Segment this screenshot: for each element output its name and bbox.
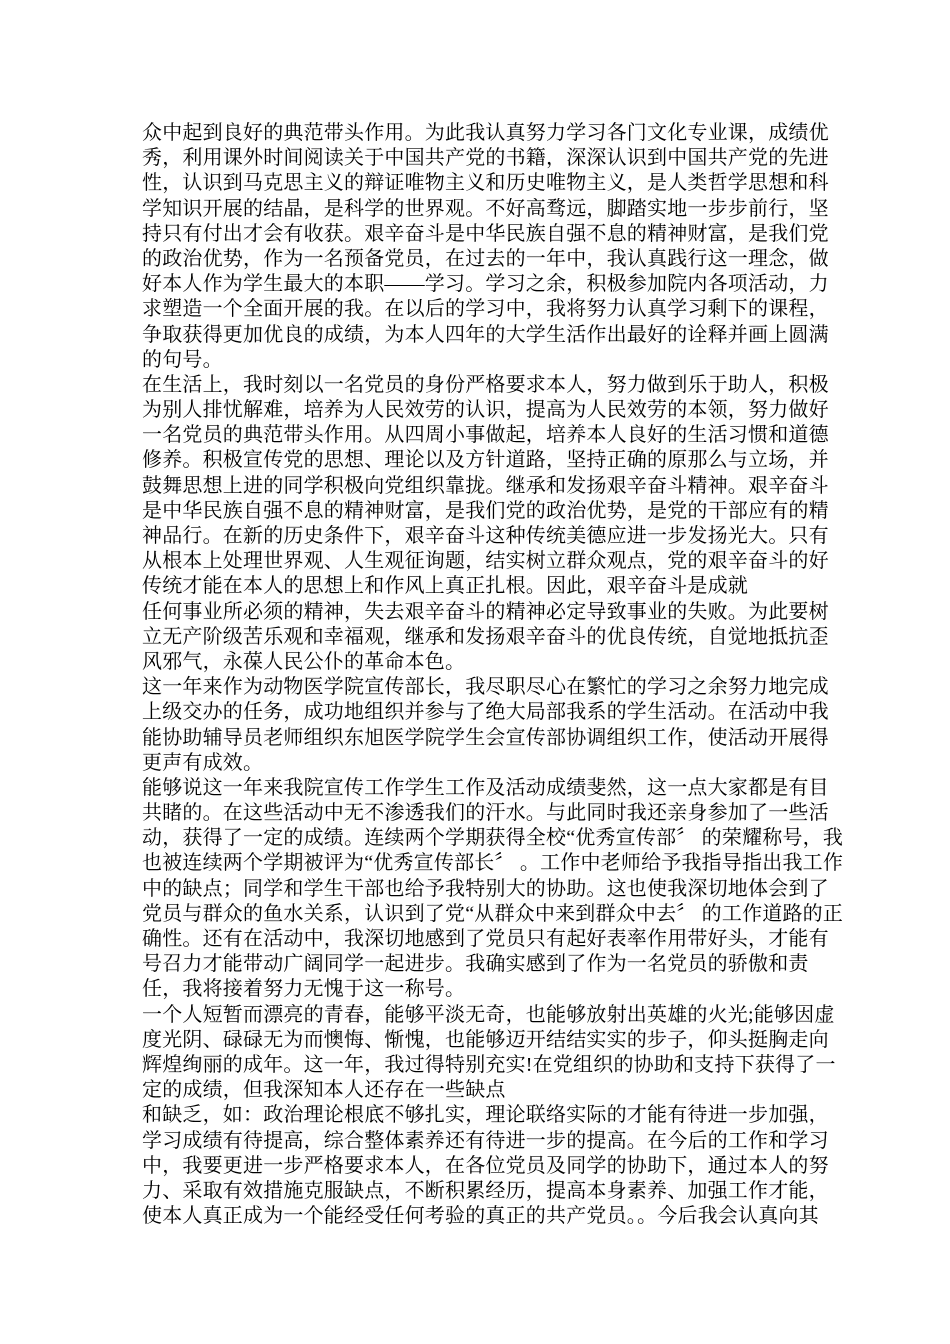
text-line: 动，获得了一定的成绩。连续两个学期获得全校“优秀宣传部〞 的荣耀称号，我 bbox=[142, 827, 844, 850]
text-line: 性，认识到马克思主义的辩证唯物主义和历史唯物主义，是人类哲学思想和科 bbox=[142, 172, 829, 195]
text-line: 修养。积极宣传党的思想、理论以及方针道路，坚持正确的原那么与立场，并 bbox=[142, 449, 829, 472]
text-line: 定的成绩，但我深知本人还存在一些缺点 bbox=[142, 1079, 506, 1102]
text-line: 学知识开展的结晶，是科学的世界观。不好高骛远，脚踏实地一步步前行，坚 bbox=[142, 197, 829, 220]
text-line: 和缺乏，如：政治理论根底不够扎实，理论联络实际的才能有待进一步加强， bbox=[142, 1104, 829, 1127]
text-line: 风邪气，永葆人民公仆的革命本色。 bbox=[142, 650, 466, 673]
text-line: 党员与群众的鱼水关系，认识到了党“从群众中来到群众中去〞 的工作道路的正 bbox=[142, 902, 844, 925]
text-line: 神品行。在新的历史条件下，艰辛奋斗这种传统美德应进一步发扬光大。只有 bbox=[142, 525, 829, 547]
text-line: 的政治优势，作为一名预备党员，在过去的一年中，我认真践行这一理念，做 bbox=[142, 247, 829, 270]
text-line: 为别人排忧解难，培养为人民效劳的认识，提高为人民效劳的本领，努力做好 bbox=[142, 399, 829, 422]
document-text-block bbox=[142, 121, 842, 1229]
text-line: 中的缺点；同学和学生干部也给予我特别大的协助。这也使我深切地体会到了 bbox=[142, 877, 829, 900]
text-line: 是中华民族自强不息的精神财富，是我们党的政治优势，是党的干部应有的精 bbox=[142, 499, 829, 522]
text-line: 的句号。 bbox=[142, 348, 223, 371]
text-line: 度光阴、碌碌无为而懊悔、惭愧，也能够迈开结结实实的步子，仰头挺胸走向 bbox=[142, 1028, 829, 1051]
text-line: 一名党员的典范带头作用。从四周小事做起，培养本人良好的生活习惯和道德 bbox=[142, 424, 829, 447]
text-line: 共睹的。在这些活动中无不渗透我们的汗水。与此同时我还亲身参加了一些活 bbox=[142, 802, 829, 825]
text-line: 好本人作为学生最大的本职——学习。学习之余，积极参加院内各项活动，力 bbox=[142, 273, 829, 296]
text-line: 这一年来作为动物医学院宣传部长，我尽职尽心在繁忙的学习之余努力地完成 bbox=[142, 676, 829, 699]
text-line: 使本人真正成为一个能经受任何考验的真正的共产党员。。今后我会认真向其 bbox=[142, 1205, 819, 1228]
text-line: 辉煌绚丽的成年。这一年，我过得特别充实!在党组织的协助和支持下获得了一 bbox=[142, 1053, 836, 1076]
text-line: 秀，利用课外时间阅读关于中国共产党的书籍，深深认识到中国共产党的先进 bbox=[142, 147, 829, 170]
text-line: 中，我要更进一步严格要求本人，在各位党员及同学的协助下，通过本人的努 bbox=[142, 1154, 829, 1177]
text-line: 任何事业所必须的精神，失去艰辛奋斗的精神必定导致事业的失败。为此要树 bbox=[142, 600, 829, 623]
text-line: 鼓舞思想上进的同学积极向党组织靠拢。继承和发扬艰辛奋斗精神。艰辛奋斗 bbox=[142, 474, 829, 497]
text-line: 也被连续两个学期被评为“优秀宣传部长〞 。工作中老师给予我指导指出我工作 bbox=[142, 852, 844, 875]
text-line: 众中起到良好的典范带头作用。为此我认真努力学习各门文化专业课，成绩优 bbox=[142, 122, 829, 144]
text-line: 能协助辅导员老师组织东旭医学院学生会宣传部协调组织工作，使活动开展得 bbox=[142, 726, 829, 749]
text-line: 确性。还有在活动中，我深切地感到了党员只有起好表率作用带好头，才能有 bbox=[142, 928, 829, 950]
text-line: 上级交办的任务，成功地组织并参与了绝大局部我系的学生活动。在活动中我 bbox=[142, 701, 829, 724]
text-line: 任，我将接着努力无愧于这一称号。 bbox=[142, 978, 466, 1001]
text-line: 学习成绩有待提高，综合整体素养还有待进一步的提高。在今后的工作和学习 bbox=[142, 1129, 829, 1152]
text-line: 能够说这一年来我院宣传工作学生工作及活动成绩斐然，这一点大家都是有目 bbox=[142, 776, 829, 799]
text-line: 持只有付出才会有收获。艰辛奋斗是中华民族自强不息的精神财富，是我们党 bbox=[142, 222, 829, 245]
text-line: 在生活上，我时刻以一名党员的身份严格要求本人，努力做到乐于助人，积极 bbox=[142, 373, 829, 396]
text-line: 传统才能在本人的思想上和作风上真正扎根。因此，艰辛奋斗是成就 bbox=[142, 575, 748, 598]
text-line: 更声有成效。 bbox=[142, 751, 264, 774]
text-line: 立无产阶级苦乐观和幸福观，继承和发扬艰辛奋斗的优良传统，自觉地抵抗歪 bbox=[142, 625, 829, 648]
text-line: 力、采取有效措施克服缺点，不断积累经历，提高本身素养、加强工作才能， bbox=[142, 1179, 829, 1202]
text-line: 一个人短暂而漂亮的青春，能够平淡无奇，也能够放射出英雄的火光;能够因虚 bbox=[142, 1003, 835, 1026]
text-line: 争取获得更加优良的成绩，为本人四年的大学生活作出最好的诠释并画上圆满 bbox=[142, 323, 829, 346]
text-line: 号召力才能带动广阔同学一起进步。我确实感到了作为一名党员的骄傲和责 bbox=[142, 953, 809, 976]
text-line: 从根本上处理世界观、人生观征询题，结实树立群众观点，党的艰辛奋斗的好 bbox=[142, 550, 829, 573]
text-line: 求塑造一个全面开展的我。在以后的学习中，我将努力认真学习剩下的课程， bbox=[142, 298, 829, 321]
